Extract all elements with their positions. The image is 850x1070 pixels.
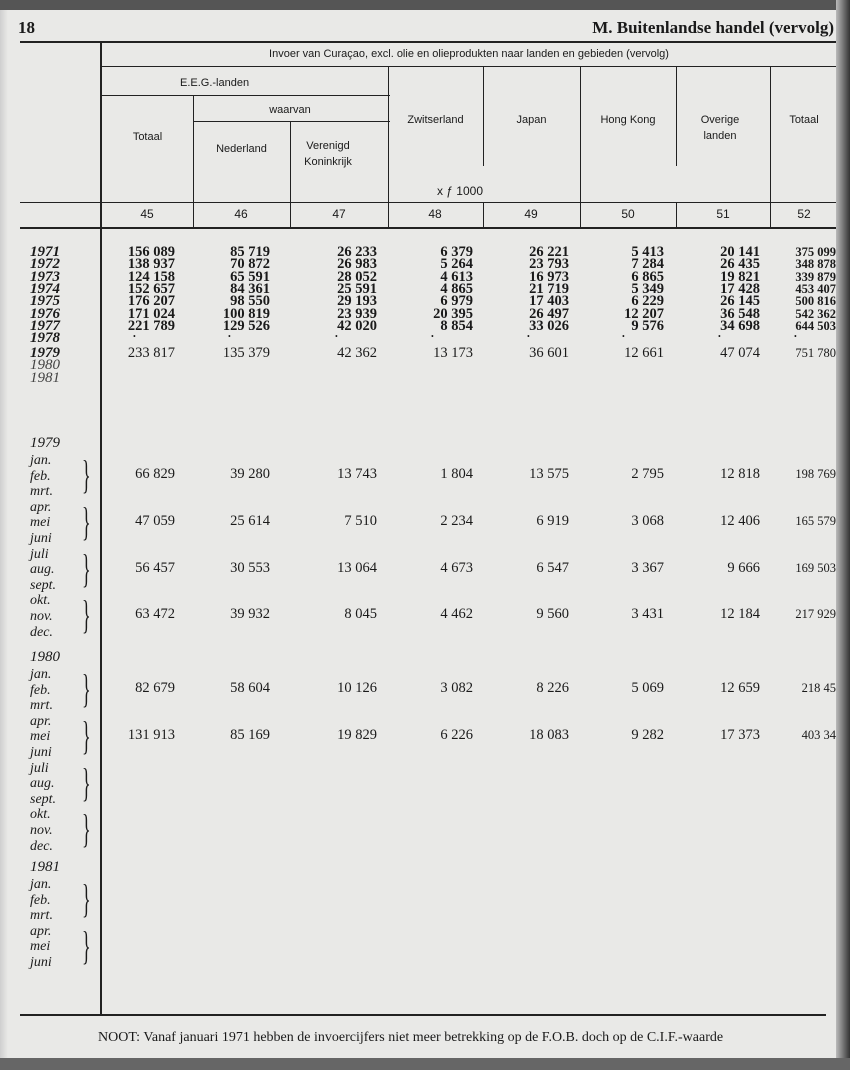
- scan-border-bottom: [0, 1058, 850, 1070]
- cell-value: 17 428: [720, 280, 760, 297]
- cell-value: 169 503: [795, 560, 836, 575]
- cell-value: 542 362: [795, 306, 836, 321]
- cell-value: 26 221: [529, 244, 569, 260]
- no-data-dot: •: [431, 332, 434, 342]
- page-edge: [0, 10, 8, 1060]
- cell-value: 84 361: [230, 280, 270, 297]
- cell-value: 23 793: [529, 256, 569, 273]
- cell-value: 29 193: [337, 293, 377, 310]
- cell-value: 5 069: [631, 680, 664, 696]
- cell-value: 98 550: [230, 293, 270, 310]
- period-year: 1981: [30, 859, 60, 875]
- cell-value: 13 575: [529, 466, 569, 482]
- cell-value: 85 169: [230, 726, 270, 743]
- cell-value: 6 229: [631, 293, 664, 310]
- cell-value: 131 913: [127, 726, 175, 743]
- col-header-zwitserland: Zwitserland: [407, 114, 464, 126]
- cell-value: 56 457: [135, 559, 175, 576]
- cell-value: 152 657: [127, 280, 175, 297]
- col-header-verenigd-koninkrijk: Verenigd Koninkrijk: [304, 140, 352, 168]
- month-label: okt.: [30, 593, 51, 609]
- cell-value: 5 413: [631, 244, 664, 260]
- cell-value: 12 184: [720, 606, 760, 623]
- month-label: sept.: [30, 791, 57, 807]
- cell-value: 26 983: [337, 256, 377, 273]
- cell-value: 16 973: [529, 268, 569, 285]
- cell-value: 26 497: [529, 305, 569, 322]
- row-label-year: 1977: [30, 317, 60, 334]
- cell-value: 3 068: [631, 512, 664, 529]
- cell-value: 6 865: [631, 268, 664, 285]
- month-label: mrt.: [30, 484, 53, 500]
- column-number: 50: [621, 207, 635, 221]
- cell-value: 85 719: [230, 244, 270, 260]
- row-label-year: 1981: [30, 369, 60, 386]
- no-data-dot: •: [622, 332, 625, 342]
- row-label-year: 1979: [30, 345, 60, 362]
- quarter-brace: }: [82, 712, 91, 758]
- cell-value: 9 666: [727, 559, 760, 576]
- cell-value: 156 089: [127, 244, 175, 260]
- column-number: 46: [234, 207, 248, 221]
- colno-rule-top: [20, 202, 836, 203]
- quarter-brace: }: [82, 592, 91, 638]
- unit-label: x ƒ 1000: [436, 184, 484, 198]
- cell-value: 33 026: [529, 317, 569, 334]
- cell-value: 217 929: [795, 607, 836, 622]
- cell-value: 25 591: [337, 280, 377, 297]
- cell-value: 19 829: [337, 726, 377, 743]
- book-spine-shadow: [836, 0, 850, 1070]
- cell-value: 17 373: [720, 726, 760, 743]
- row-label-year: 1971: [30, 244, 60, 260]
- cell-value: 3 082: [440, 680, 473, 696]
- no-data-dot: •: [794, 332, 797, 342]
- column-number: 52: [797, 207, 811, 221]
- col-header-hong-kong: Hong Kong: [600, 114, 656, 126]
- month-label: juni: [30, 745, 52, 760]
- month-label: aug.: [30, 562, 55, 578]
- quarter-brace: }: [82, 876, 91, 921]
- no-data-dot: •: [228, 332, 231, 342]
- month-label: apr.: [30, 499, 52, 515]
- cell-value: 403 34: [801, 727, 836, 742]
- month-label: jan.: [30, 877, 52, 892]
- cell-value: 9 282: [631, 726, 664, 743]
- col-divider: [483, 202, 484, 227]
- cell-value: 339 879: [795, 269, 836, 284]
- cell-value: 9 576: [631, 317, 664, 334]
- col-header-nederland: Nederland: [216, 143, 267, 155]
- table-title: Invoer van Curaçao, excl. olie en olieprodukten naar landen en gebieden (vervolg): [269, 48, 669, 60]
- cell-value: 8 045: [344, 606, 377, 623]
- month-label: sept.: [30, 577, 57, 593]
- cell-value: 124 158: [127, 268, 175, 285]
- cell-value: 17 403: [529, 293, 569, 310]
- cell-value: 8 226: [536, 680, 569, 696]
- month-label: feb.: [30, 468, 51, 484]
- col-divider: [770, 66, 771, 227]
- cell-value: 5 349: [631, 280, 664, 297]
- waarvan-rule: [193, 121, 390, 122]
- cell-value: 100 819: [222, 305, 270, 322]
- cell-value: 221 789: [127, 317, 175, 334]
- cell-value: 2 795: [631, 466, 664, 482]
- scan-border-top: [0, 0, 850, 10]
- cell-value: 47 074: [720, 345, 760, 362]
- cell-value: 176 207: [127, 293, 175, 310]
- cell-value: 36 548: [720, 305, 760, 322]
- col-header-overige-landen: Overige landen: [700, 114, 740, 142]
- row-label-year: 1976: [30, 305, 60, 322]
- cell-value: 9 560: [536, 606, 569, 623]
- top-rule: [20, 41, 836, 43]
- col-header-totaal: Totaal: [132, 131, 163, 143]
- cell-value: 13 743: [337, 466, 377, 482]
- cell-value: 6 919: [536, 512, 569, 529]
- cell-value: 3 367: [631, 559, 664, 576]
- col-divider: [676, 66, 677, 166]
- cell-value: 4 865: [440, 280, 473, 297]
- row-label-year: 1978: [30, 330, 60, 347]
- period-year: 1979: [30, 435, 60, 451]
- row-label-year: 1973: [30, 268, 60, 285]
- cell-value: 70 872: [230, 256, 270, 273]
- period-year: 1980: [30, 649, 60, 665]
- cell-value: 20 141: [720, 244, 760, 260]
- cell-value: 165 579: [795, 513, 836, 528]
- cell-value: 20 395: [433, 305, 473, 322]
- cell-value: 8 854: [440, 317, 473, 334]
- cell-value: 23 939: [337, 305, 377, 322]
- month-label: nov.: [30, 823, 53, 838]
- month-label: jan.: [30, 667, 52, 682]
- col-divider: [290, 121, 291, 227]
- quarter-brace: }: [82, 452, 91, 497]
- cell-value: 375 099: [795, 245, 836, 259]
- month-label: mrt.: [30, 908, 53, 924]
- month-label: feb.: [30, 682, 51, 698]
- cell-value: 644 503: [795, 318, 836, 333]
- cell-value: 218 45: [801, 681, 836, 695]
- month-label: juli: [30, 760, 49, 776]
- month-label: apr.: [30, 923, 52, 939]
- cell-value: 453 407: [795, 281, 836, 296]
- col-divider: [193, 202, 194, 227]
- column-number: 45: [140, 207, 154, 221]
- cell-value: 21 719: [529, 280, 569, 297]
- month-label: juni: [30, 531, 52, 546]
- cell-value: 82 679: [135, 680, 175, 696]
- cell-value: 6 547: [536, 559, 569, 576]
- cell-value: 65 591: [230, 268, 270, 285]
- col-divider: [580, 66, 581, 227]
- eeg-rule: [100, 95, 390, 96]
- quarter-brace: }: [82, 545, 91, 591]
- cell-value: 3 431: [631, 606, 664, 623]
- cell-value: 2 234: [440, 512, 473, 529]
- month-label: apr.: [30, 713, 52, 729]
- cell-value: 42 020: [337, 317, 377, 334]
- cell-value: 7 284: [631, 256, 664, 273]
- month-label: dec.: [30, 838, 53, 854]
- row-label-year: 1974: [30, 280, 60, 297]
- bottom-rule: [20, 1014, 826, 1016]
- month-label: aug.: [30, 776, 55, 792]
- cell-value: 6 979: [440, 293, 473, 310]
- column-number: 47: [332, 207, 346, 221]
- cell-value: 28 052: [337, 268, 377, 285]
- cell-value: 58 604: [230, 680, 270, 696]
- cell-value: 171 024: [127, 305, 175, 322]
- month-label: okt.: [30, 807, 51, 823]
- cell-value: 66 829: [135, 466, 175, 482]
- cell-value: 36 601: [529, 345, 569, 362]
- cell-value: 19 821: [720, 268, 760, 285]
- column-number: 51: [716, 207, 730, 221]
- cell-value: 25 614: [230, 512, 270, 529]
- cell-value: 348 878: [795, 257, 836, 272]
- cell-value: 47 059: [135, 512, 175, 529]
- no-data-dot: •: [335, 332, 338, 342]
- month-label: juni: [30, 955, 52, 970]
- cell-value: 233 817: [127, 345, 175, 362]
- cell-value: 135 379: [222, 345, 270, 362]
- cell-value: 500 816: [795, 294, 836, 309]
- cell-value: 12 406: [720, 512, 760, 529]
- cell-value: 4 673: [440, 559, 473, 576]
- stub-divider: [100, 42, 102, 1015]
- cell-value: 39 932: [230, 606, 270, 623]
- month-label: feb.: [30, 892, 51, 908]
- col-divider: [676, 202, 677, 227]
- no-data-dot: •: [527, 332, 530, 342]
- month-label: juli: [30, 546, 49, 562]
- title-rule: [100, 66, 836, 67]
- cell-value: 13 173: [433, 345, 473, 362]
- cell-value: 6 379: [440, 244, 473, 260]
- row-label-year: 1972: [30, 256, 60, 273]
- column-number: 48: [428, 207, 442, 221]
- quarter-brace: }: [82, 759, 91, 805]
- column-number: 49: [524, 207, 538, 221]
- cell-value: 4 613: [440, 268, 473, 285]
- cell-value: 4 462: [440, 606, 473, 623]
- cell-value: 7 510: [344, 512, 377, 529]
- cell-value: 26 435: [720, 256, 760, 273]
- quarter-brace: }: [82, 922, 91, 968]
- no-data-dot: •: [718, 332, 721, 342]
- month-label: mei: [30, 939, 51, 955]
- cell-value: 26 145: [720, 293, 760, 310]
- cell-value: 12 818: [720, 466, 760, 482]
- cell-value: 12 207: [624, 305, 664, 322]
- quarter-brace: }: [82, 498, 91, 544]
- quarter-brace: }: [82, 666, 91, 711]
- cell-value: 13 064: [337, 559, 377, 576]
- footnote: NOOT: Vanaf januari 1971 hebben de invoercijfers niet meer betrekking op de F.O.B. doch op de C.I.F.-waarde: [98, 1030, 724, 1045]
- page-number: 18: [18, 18, 35, 37]
- sub-header-waarvan: waarvan: [269, 104, 311, 116]
- cell-value: 12 661: [624, 345, 664, 362]
- cell-value: 1 804: [440, 466, 473, 482]
- col-header-japan: Japan: [516, 114, 547, 126]
- cell-value: 129 526: [222, 317, 270, 334]
- month-label: mei: [30, 729, 51, 745]
- cell-value: 198 769: [795, 467, 836, 481]
- quarter-brace: }: [82, 806, 91, 852]
- row-label-year: 1975: [30, 293, 60, 310]
- cell-value: 39 280: [230, 466, 270, 482]
- month-label: mrt.: [30, 698, 53, 714]
- month-label: dec.: [30, 624, 53, 640]
- cell-value: 30 553: [230, 559, 270, 576]
- no-data-dot: •: [133, 332, 136, 342]
- cell-value: 6 226: [440, 726, 473, 743]
- month-label: jan.: [30, 453, 52, 468]
- cell-value: 63 472: [135, 606, 175, 623]
- cell-value: 18 083: [529, 726, 569, 743]
- row-label-year: 1980: [30, 357, 60, 374]
- group-header-eeg: E.E.G.-landen: [180, 77, 250, 89]
- cell-value: 10 126: [337, 680, 377, 696]
- col-header-totaal-all: Totaal: [789, 114, 819, 126]
- cell-value: 12 659: [720, 680, 760, 696]
- section-title: M. Buitenlandse handel (vervolg): [592, 18, 834, 37]
- month-label: mei: [30, 515, 51, 531]
- cell-value: 26 233: [337, 244, 377, 260]
- cell-value: 34 698: [720, 317, 760, 334]
- cell-value: 5 264: [440, 256, 473, 273]
- colno-rule-bottom: [20, 227, 836, 229]
- month-label: nov.: [30, 609, 53, 624]
- col-divider: [388, 66, 389, 227]
- cell-value: 751 780: [795, 346, 836, 361]
- cell-value: 138 937: [127, 256, 175, 273]
- cell-value: 42 362: [337, 345, 377, 362]
